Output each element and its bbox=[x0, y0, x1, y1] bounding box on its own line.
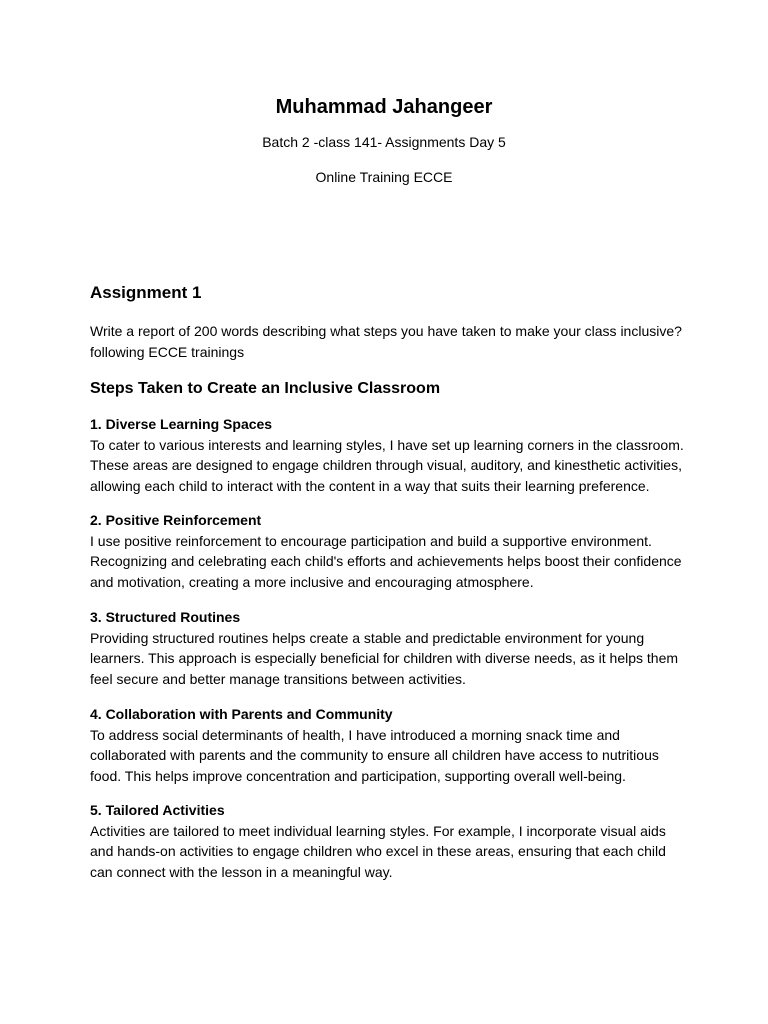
section-line: Providing structured routines helps create a stable and predictable environment for young bbox=[90, 629, 645, 646]
section-line: Activities are tailored to meet individual learning styles. For example, I incorporate visual aids bbox=[90, 822, 666, 839]
batch-line: Batch 2 -class 141- Assignments Day 5 bbox=[262, 134, 506, 150]
section-line: I use positive reinforcement to encourage participation and build a supportive environment. bbox=[90, 532, 652, 549]
section-line: These areas are designed to engage children through visual, auditory, and kinesthetic activities, bbox=[90, 457, 682, 473]
section-line: and hands-on activities to engage children who excel in these areas, ensuring that each child bbox=[90, 843, 666, 859]
section-line: To cater to various interests and learning styles, I have set up learning corners in the classroom. bbox=[90, 436, 684, 453]
section-line: feel secure and better manage transitions between activities. bbox=[90, 670, 466, 687]
section-line: can connect with the lesson in a meaningful way. bbox=[90, 863, 393, 880]
section-line: collaborated with parents and the community to ensure all children have access to nutritious bbox=[90, 747, 659, 763]
section-tailored-activities bbox=[90, 800, 690, 882]
section-line: and motivation, creating a more inclusive and encouraging atmosphere. bbox=[90, 573, 534, 590]
section-title: 5. Tailored Activities bbox=[90, 802, 225, 818]
training-line: Online Training ECCE bbox=[315, 169, 453, 185]
section-collaboration bbox=[90, 704, 690, 786]
section-line: learners. This approach is especially beneficial for children with diverse needs, as it helps them bbox=[90, 650, 679, 666]
section-line: Recognizing and celebrating each child's efforts and achievements helps boost their confidence bbox=[90, 553, 682, 569]
section-title: 3. Structured Routines bbox=[90, 609, 241, 625]
section-positive-reinforcement bbox=[90, 510, 690, 592]
section-title: 1. Diverse Learning Spaces bbox=[90, 416, 273, 432]
assignment-heading: Assignment 1 bbox=[90, 283, 202, 302]
section-line: allowing each child to interact with the content in a way that suits their learning preference. bbox=[90, 477, 650, 494]
section-title: 2. Positive Reinforcement bbox=[90, 512, 262, 528]
prompt-line: Write a report of 200 words describing what steps you have taken to make your class inclusive? bbox=[90, 323, 682, 339]
section-structured-routines bbox=[90, 607, 690, 689]
section-title: 4. Collaboration with Parents and Community bbox=[90, 706, 393, 722]
report-heading: Steps Taken to Create an Inclusive Classroom bbox=[90, 380, 441, 397]
section-diverse-learning-spaces bbox=[90, 414, 690, 496]
author-name: Muhammad Jahangeer bbox=[275, 96, 493, 118]
section-line: To address social determinants of health, I have introduced a morning snack time and bbox=[90, 726, 620, 743]
prompt-line: following ECCE trainings bbox=[90, 343, 245, 360]
section-line: food. This helps improve concentration and participation, supporting overall well-being. bbox=[90, 767, 626, 784]
assignment-prompt bbox=[90, 321, 690, 362]
